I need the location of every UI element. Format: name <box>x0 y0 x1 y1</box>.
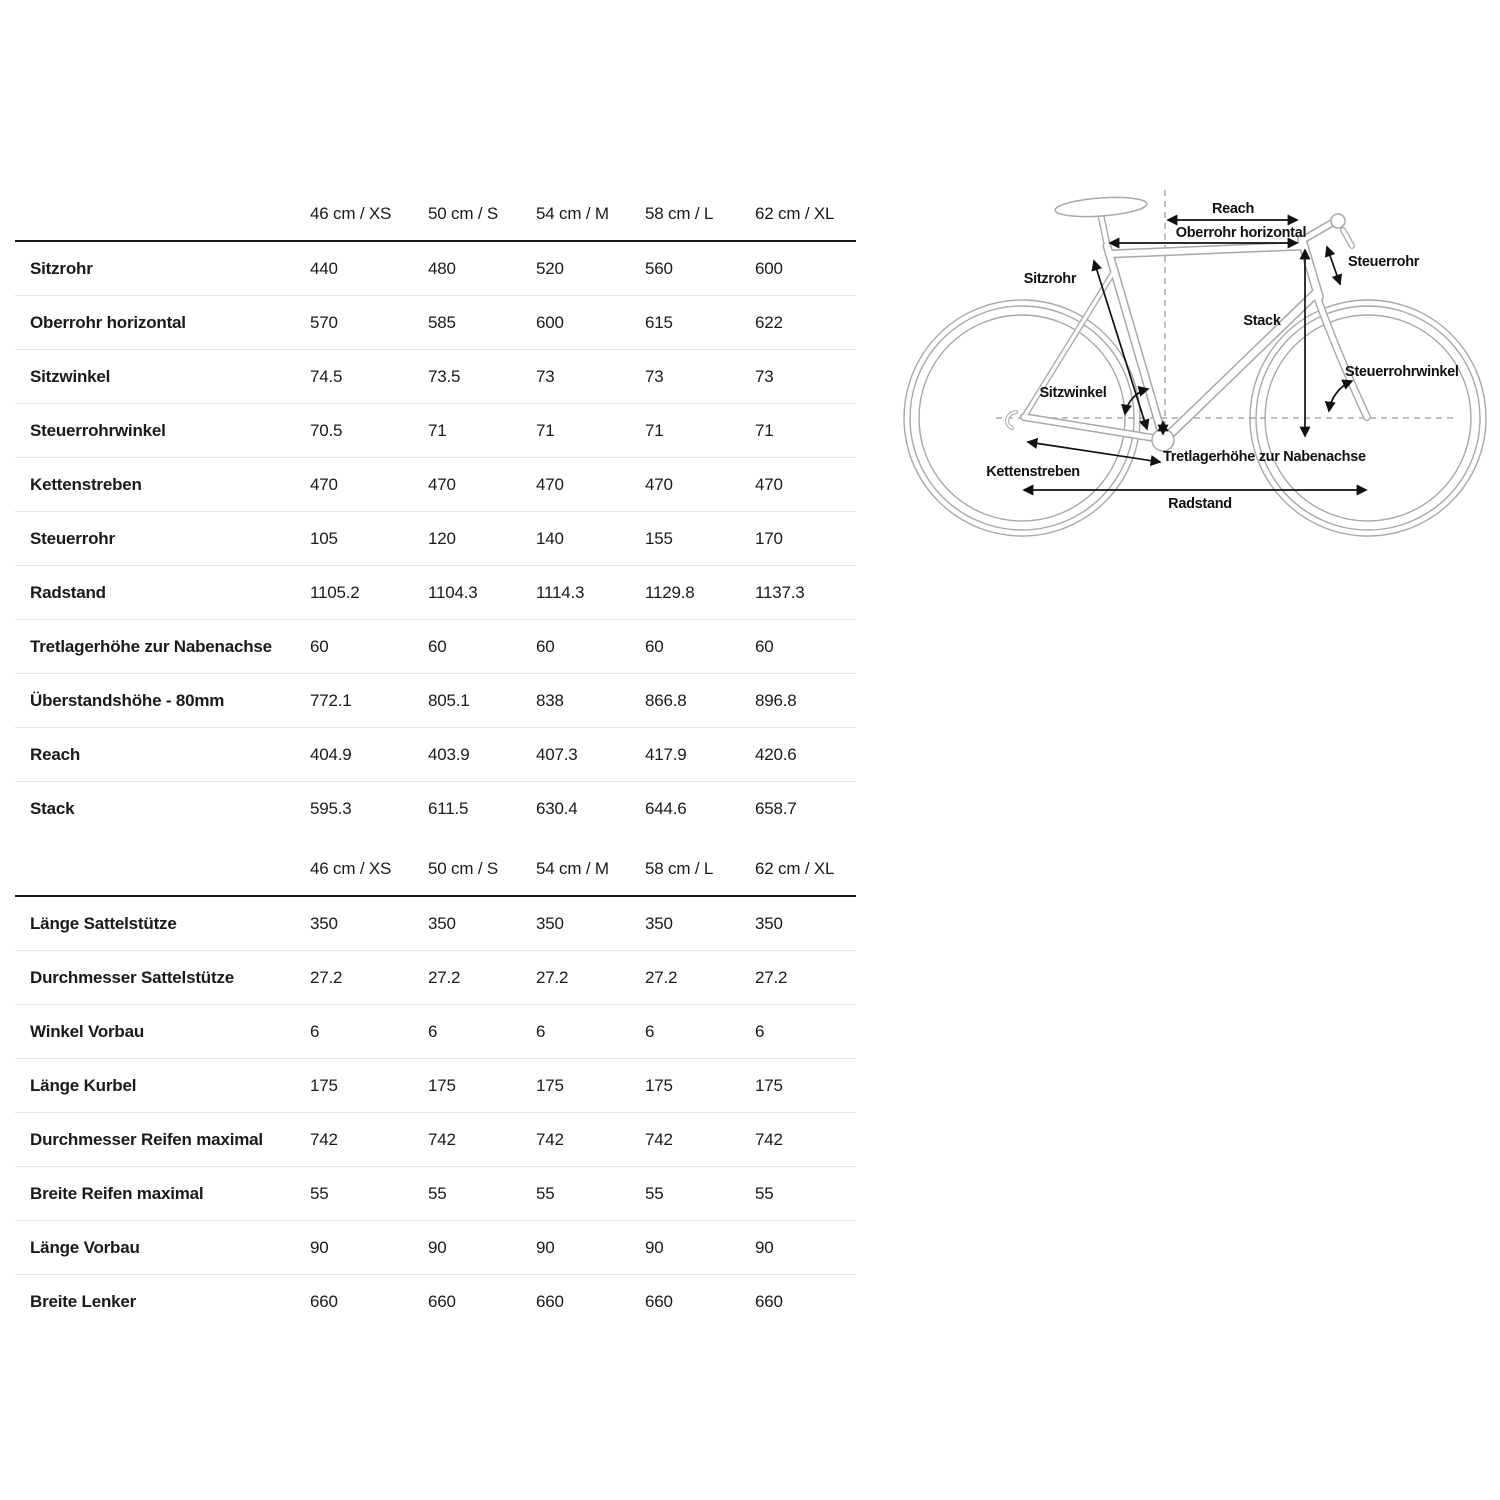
spec-value: 742 <box>536 1129 564 1149</box>
radstand-label: Radstand <box>1168 496 1232 512</box>
spec-value: 470 <box>310 474 338 494</box>
spec-value: 595.3 <box>310 798 352 818</box>
spec-value: 480 <box>428 258 456 278</box>
stack-label: Stack <box>1243 313 1281 329</box>
spec-value: 175 <box>310 1075 338 1095</box>
spec-label: Kettenstreben <box>30 474 142 494</box>
spec-value: 644.6 <box>645 798 687 818</box>
spec-value: 90 <box>536 1237 555 1257</box>
spec-value: 6 <box>645 1021 655 1041</box>
spec-label: Steuerrohr <box>30 528 115 548</box>
spec-row <box>15 1275 856 1328</box>
spec-value: 1137.3 <box>755 582 805 602</box>
spec-value: 407.3 <box>536 744 578 764</box>
frame-fill <box>1007 216 1367 441</box>
spec-value: 27.2 <box>755 967 788 987</box>
spec-value: 1104.3 <box>428 582 478 602</box>
spec-value: 742 <box>310 1129 338 1149</box>
spec-value: 105 <box>310 528 338 548</box>
spec-label: Sitzwinkel <box>30 366 111 386</box>
size-header: 46 cm / XS <box>310 859 392 878</box>
sitzwinkel-label: Sitzwinkel <box>1039 385 1107 401</box>
spec-value: 615 <box>645 312 673 332</box>
spec-row <box>15 404 856 458</box>
spec-label: Stack <box>30 798 75 818</box>
spec-value: 560 <box>645 258 673 278</box>
spec-row <box>15 1113 856 1167</box>
spec-value: 6 <box>310 1021 320 1041</box>
spec-row <box>15 897 856 951</box>
spec-value: 742 <box>645 1129 673 1149</box>
size-header-row <box>15 843 856 897</box>
spec-value: 1129.8 <box>645 582 695 602</box>
spec-value: 60 <box>310 636 329 656</box>
spec-value: 71 <box>536 420 555 440</box>
spec-value: 27.2 <box>428 967 461 987</box>
spec-value: 73 <box>536 366 555 386</box>
size-header: 46 cm / XS <box>310 204 392 223</box>
spec-value: 470 <box>755 474 783 494</box>
spec-value: 440 <box>310 258 338 278</box>
kettenstreben-arrow <box>1028 442 1160 462</box>
spec-value: 55 <box>755 1183 774 1203</box>
spec-value: 27.2 <box>536 967 569 987</box>
spec-value: 55 <box>645 1183 664 1203</box>
spec-value: 90 <box>755 1237 774 1257</box>
sitzrohr-label: Sitzrohr <box>1023 271 1077 287</box>
spec-label: Sitzrohr <box>30 258 93 278</box>
spec-value: 71 <box>428 420 447 440</box>
spec-row <box>15 674 856 728</box>
spec-label: Radstand <box>30 582 106 602</box>
spec-value: 73 <box>645 366 664 386</box>
spec-label: Breite Reifen maximal <box>30 1183 204 1203</box>
spec-value: 350 <box>428 913 456 933</box>
spec-value: 55 <box>310 1183 329 1203</box>
spec-value: 71 <box>755 420 774 440</box>
spec-value: 350 <box>310 913 338 933</box>
spec-value: 155 <box>645 528 673 548</box>
spec-value: 60 <box>428 636 447 656</box>
spec-value: 60 <box>645 636 664 656</box>
size-header: 50 cm / S <box>428 204 499 223</box>
spec-value: 866.8 <box>645 690 687 710</box>
spec-value: 60 <box>755 636 774 656</box>
spec-label: Breite Lenker <box>30 1291 137 1311</box>
spec-row <box>15 296 856 350</box>
size-header: 54 cm / M <box>536 204 609 223</box>
spec-value: 742 <box>755 1129 783 1149</box>
reach-label: Reach <box>1211 201 1255 217</box>
spec-label: Steuerrohrwinkel <box>30 420 166 440</box>
spec-value: 470 <box>645 474 673 494</box>
spec-value: 74.5 <box>310 366 343 386</box>
steuerrohrwinkel-label: Steuerrohrwinkel <box>1345 364 1459 380</box>
spec-label: Reach <box>30 744 81 764</box>
spec-value: 55 <box>428 1183 447 1203</box>
spec-value: 175 <box>755 1075 783 1095</box>
spec-value: 660 <box>310 1291 338 1311</box>
spec-label: Winkel Vorbau <box>30 1021 145 1041</box>
spec-value: 60 <box>536 636 555 656</box>
spec-value: 1105.2 <box>310 582 360 602</box>
spec-value: 403.9 <box>428 744 470 764</box>
spec-value: 660 <box>645 1291 673 1311</box>
spec-row <box>15 242 856 296</box>
spec-value: 90 <box>428 1237 447 1257</box>
spec-value: 742 <box>428 1129 456 1149</box>
spec-row <box>15 458 856 512</box>
spec-value: 73 <box>755 366 774 386</box>
spec-value: 120 <box>428 528 456 548</box>
oberrohr-label: Oberrohr horizontal <box>1175 225 1307 241</box>
spec-row <box>15 566 856 620</box>
spec-value: 6 <box>755 1021 765 1041</box>
spec-row <box>15 1167 856 1221</box>
spec-row <box>15 951 856 1005</box>
spec-value: 570 <box>310 312 338 332</box>
size-header: 58 cm / L <box>645 204 714 223</box>
spec-value: 600 <box>755 258 783 278</box>
spec-value: 27.2 <box>310 967 343 987</box>
spec-value: 70.5 <box>310 420 343 440</box>
spec-label: Überstandshöhe - 80mm <box>30 690 225 710</box>
spec-value: 420.6 <box>755 744 797 764</box>
spec-value: 6 <box>536 1021 546 1041</box>
spec-value: 585 <box>428 312 456 332</box>
spec-value: 417.9 <box>645 744 687 764</box>
spec-value: 611.5 <box>428 798 469 818</box>
spec-label: Länge Kurbel <box>30 1075 137 1095</box>
spec-value: 170 <box>755 528 783 548</box>
spec-value: 6 <box>428 1021 438 1041</box>
spec-value: 73.5 <box>428 366 461 386</box>
spec-value: 90 <box>310 1237 329 1257</box>
spec-value: 27.2 <box>645 967 678 987</box>
spec-value: 404.9 <box>310 744 352 764</box>
spec-value: 470 <box>536 474 564 494</box>
spec-value: 175 <box>536 1075 564 1095</box>
spec-row <box>15 1005 856 1059</box>
size-header: 50 cm / S <box>428 859 499 878</box>
kettenstreben-label: Kettenstreben <box>986 464 1080 480</box>
spec-label: Länge Vorbau <box>30 1237 140 1257</box>
spec-value: 630.4 <box>536 798 578 818</box>
handlebar <box>1331 214 1345 228</box>
spec-value: 658.7 <box>755 798 797 818</box>
spec-value: 470 <box>428 474 456 494</box>
spec-value: 55 <box>536 1183 555 1203</box>
size-header-row <box>15 188 856 242</box>
spec-label: Durchmesser Reifen maximal <box>30 1129 263 1149</box>
spec-value: 175 <box>428 1075 456 1095</box>
spec-value: 520 <box>536 258 564 278</box>
spec-value: 350 <box>536 913 564 933</box>
spec-value: 140 <box>536 528 564 548</box>
spec-label: Länge Sattelstütze <box>30 913 177 933</box>
spec-row <box>15 620 856 674</box>
spec-label: Oberrohr horizontal <box>30 312 186 332</box>
spec-row <box>15 1221 856 1275</box>
spec-row <box>15 512 856 566</box>
bike-geometry-diagram <box>900 170 1500 550</box>
size-header: 58 cm / L <box>645 859 714 878</box>
spec-value: 896.8 <box>755 690 797 710</box>
spec-row <box>15 1059 856 1113</box>
spec-value: 660 <box>536 1291 564 1311</box>
tretlagerhoehe-label: Tretlagerhöhe zur Nabenachse <box>1163 449 1366 465</box>
sitzwinkel-arc <box>1125 389 1148 414</box>
size-header: 54 cm / M <box>536 859 609 878</box>
spec-value: 805.1 <box>428 690 470 710</box>
spec-label: Durchmesser Sattelstütze <box>30 967 234 987</box>
spec-value: 772.1 <box>310 690 352 710</box>
spec-value: 350 <box>645 913 673 933</box>
spec-value: 350 <box>755 913 783 933</box>
spec-value: 660 <box>755 1291 783 1311</box>
spec-value: 175 <box>645 1075 673 1095</box>
spec-value: 1114.3 <box>536 582 585 602</box>
spec-value: 71 <box>645 420 664 440</box>
spec-value: 838 <box>536 690 564 710</box>
spec-value: 660 <box>428 1291 456 1311</box>
spec-row <box>15 728 856 782</box>
spec-label: Tretlagerhöhe zur Nabenachse <box>30 636 272 656</box>
size-header: 62 cm / XL <box>755 859 835 878</box>
spec-row <box>15 350 856 404</box>
spec-value: 90 <box>645 1237 664 1257</box>
spec-value: 600 <box>536 312 564 332</box>
steuerrohr-label: Steuerrohr <box>1348 254 1420 270</box>
spec-row <box>15 782 856 835</box>
spec-value: 622 <box>755 312 783 332</box>
saddle <box>1054 195 1147 219</box>
steuerrohr-arrow <box>1327 247 1340 284</box>
geometry-table <box>15 188 856 1328</box>
size-header: 62 cm / XL <box>755 204 835 223</box>
